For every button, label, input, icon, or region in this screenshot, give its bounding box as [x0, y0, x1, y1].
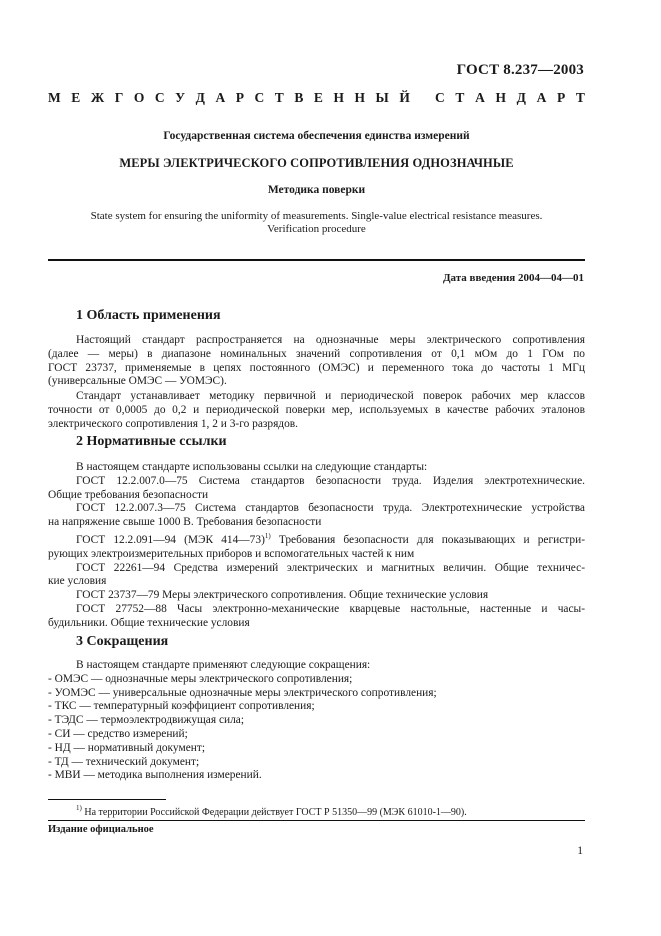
footer-divider: [48, 820, 585, 821]
banner-letter: Н: [354, 90, 365, 105]
banner-letter: С: [254, 90, 265, 105]
banner-letter: С: [435, 90, 445, 105]
list-item: - СИ — средство измерений;: [48, 727, 188, 740]
banner-word-standard: [435, 90, 585, 106]
banner-letter: Р: [557, 90, 566, 105]
list-item: - УОМЭС — универсальные однозначные меры электрического сопротивления;: [48, 686, 437, 699]
reference-line: ГОСТ 12.2.007.0—75 Система стандартов безопасности труда. Изделия электротехнические.: [76, 474, 585, 487]
banner-letter: О: [133, 90, 145, 105]
section-2-heading: 2 Нормативные ссылки: [76, 434, 227, 449]
text-line: Стандарт устанавливает методику первичной и периодической поверок рабочих мер классов: [76, 390, 585, 402]
interstate-standard-banner: [48, 90, 585, 106]
reference-line: рующих электроизмерительных приборов и вспомогательных частей к ним: [48, 547, 415, 560]
banner-letter: Г: [114, 90, 124, 105]
section-1-paragraph-2: [48, 390, 585, 431]
reference-line: будильники. Общие технические условия: [48, 616, 250, 629]
reference-line: кие условия: [48, 575, 107, 588]
reference-line: ГОСТ 23737—79 Меры электрического сопротивления. Общие технические условия: [76, 589, 489, 602]
banner-word-interstate: [48, 90, 410, 106]
reference-line: [48, 530, 585, 548]
reference-line: ГОСТ 12.2.007.3—75 Система стандартов безопасности труда. Электротехнические устройства: [76, 502, 585, 515]
footnote: [76, 804, 467, 818]
list-item: - ТД — технический документ;: [48, 755, 200, 768]
section-2-body: [48, 461, 585, 631]
banner-letter: А: [536, 90, 547, 105]
banner-letter: Ы: [375, 90, 389, 105]
text-line: Настоящий стандарт распространяется на однозначные меры электрического сопротивления: [76, 334, 585, 346]
english-title: State system for ensuring the uniformity of measurements. Single-value electrical resistance measures. Verification procedure: [90, 210, 543, 235]
banner-letter: А: [215, 90, 226, 105]
list-item: - ТКС — температурный коэффициент сопротивления;: [48, 700, 315, 713]
section-3-body: [48, 659, 585, 783]
footnote-text: На территории Российской Федерации действует ГОСТ Р 51350—99 (МЭК 61010-1—90).: [81, 807, 467, 818]
abbreviation-list: [48, 673, 585, 783]
header-divider: [48, 259, 585, 261]
list-item: - ОМЭС — однозначные меры электрического сопротивления;: [48, 672, 353, 685]
banner-letter: Р: [235, 90, 244, 105]
banner-letter: Т: [274, 90, 284, 105]
banner-letter: В: [294, 90, 304, 105]
banner-letter: Т: [455, 90, 465, 105]
reference-line: ГОСТ 27752—88 Часы электронно-механические кварцевые настольные, настенные и часы-: [76, 602, 585, 615]
banner-letter: Д: [516, 90, 526, 105]
banner-letter: Е: [313, 90, 323, 105]
banner-letter: Ж: [90, 90, 105, 105]
reference-line: на напряжение свыше 1000 В. Требования безопасности: [48, 516, 322, 529]
banner-letter: М: [48, 90, 61, 105]
reference-line: Общие требования безопасности: [48, 488, 209, 501]
banner-letter: Е: [71, 90, 81, 105]
banner-letter: Й: [399, 90, 410, 105]
text-line: электрического сопротивления 1, 2 и 3-го разрядов.: [48, 417, 299, 430]
text-line: В настоящем стандарте применяют следующие сокращения:: [76, 659, 371, 671]
list-item: - МВИ — методика выполнения измерений.: [48, 769, 262, 782]
text-line: (далее — меры) в диапазоне номинальных значений сопротивления от 0,1 мОм до 1 ГОм по: [48, 347, 585, 360]
banner-letter: А: [475, 90, 485, 105]
banner-letter: Н: [495, 90, 506, 105]
footnote-mark: 1): [76, 804, 82, 812]
list-item: - НД — нормативный документ;: [48, 741, 205, 754]
reference-line: ГОСТ 22261—94 Средства измерений электрических и магнитных величин. Общие техничес-: [76, 561, 585, 574]
subtitle: Методика поверки: [267, 184, 366, 196]
banner-letter: Д: [195, 90, 205, 105]
document-number: ГОСТ 8.237—2003: [456, 62, 584, 78]
banner-letter: Н: [333, 90, 344, 105]
section-3-heading: 3 Сокращения: [76, 634, 169, 649]
footnote-mark: 1): [264, 531, 271, 540]
banner-letter: У: [175, 90, 186, 105]
text-line: точности от 0,0005 до 0,2 и периодической поверки мер, используемых в качестве рабочих эталонов: [48, 403, 585, 416]
banner-letter: С: [154, 90, 165, 105]
text-line: (универсальные ОМЭС — УОМЭС).: [48, 375, 227, 388]
section-1-paragraph-1: [48, 334, 585, 389]
footnote-divider: [48, 799, 166, 800]
page-number: 1: [577, 845, 583, 857]
list-item: - ТЭДС — термоэлектродвижущая сила;: [48, 714, 245, 727]
introduction-date: Дата введения 2004—04—01: [442, 272, 584, 284]
reference-text: Требования безопасности для показывающих и регистри-: [270, 533, 585, 546]
banner-letter: Т: [575, 90, 585, 105]
system-title: Государственная система обеспечения единства измерений: [163, 130, 470, 142]
text-line: ГОСТ 23737, применяемые в цепях постоянного (ОМЭС) и переменного тока до частоты 1 МГц: [48, 361, 585, 374]
main-title: МЕРЫ ЭЛЕКТРИЧЕСКОГО СОПРОТИВЛЕНИЯ ОДНОЗНАЧНЫЕ: [119, 156, 514, 170]
text-line: В настоящем стандарте использованы ссылки на следующие стандарты:: [76, 461, 428, 473]
section-1-heading: 1 Область применения: [76, 308, 221, 323]
edition-label: Издание официальное: [48, 824, 154, 835]
reference-code: ГОСТ 12.2.091—94 (МЭК 414—73): [76, 533, 265, 546]
